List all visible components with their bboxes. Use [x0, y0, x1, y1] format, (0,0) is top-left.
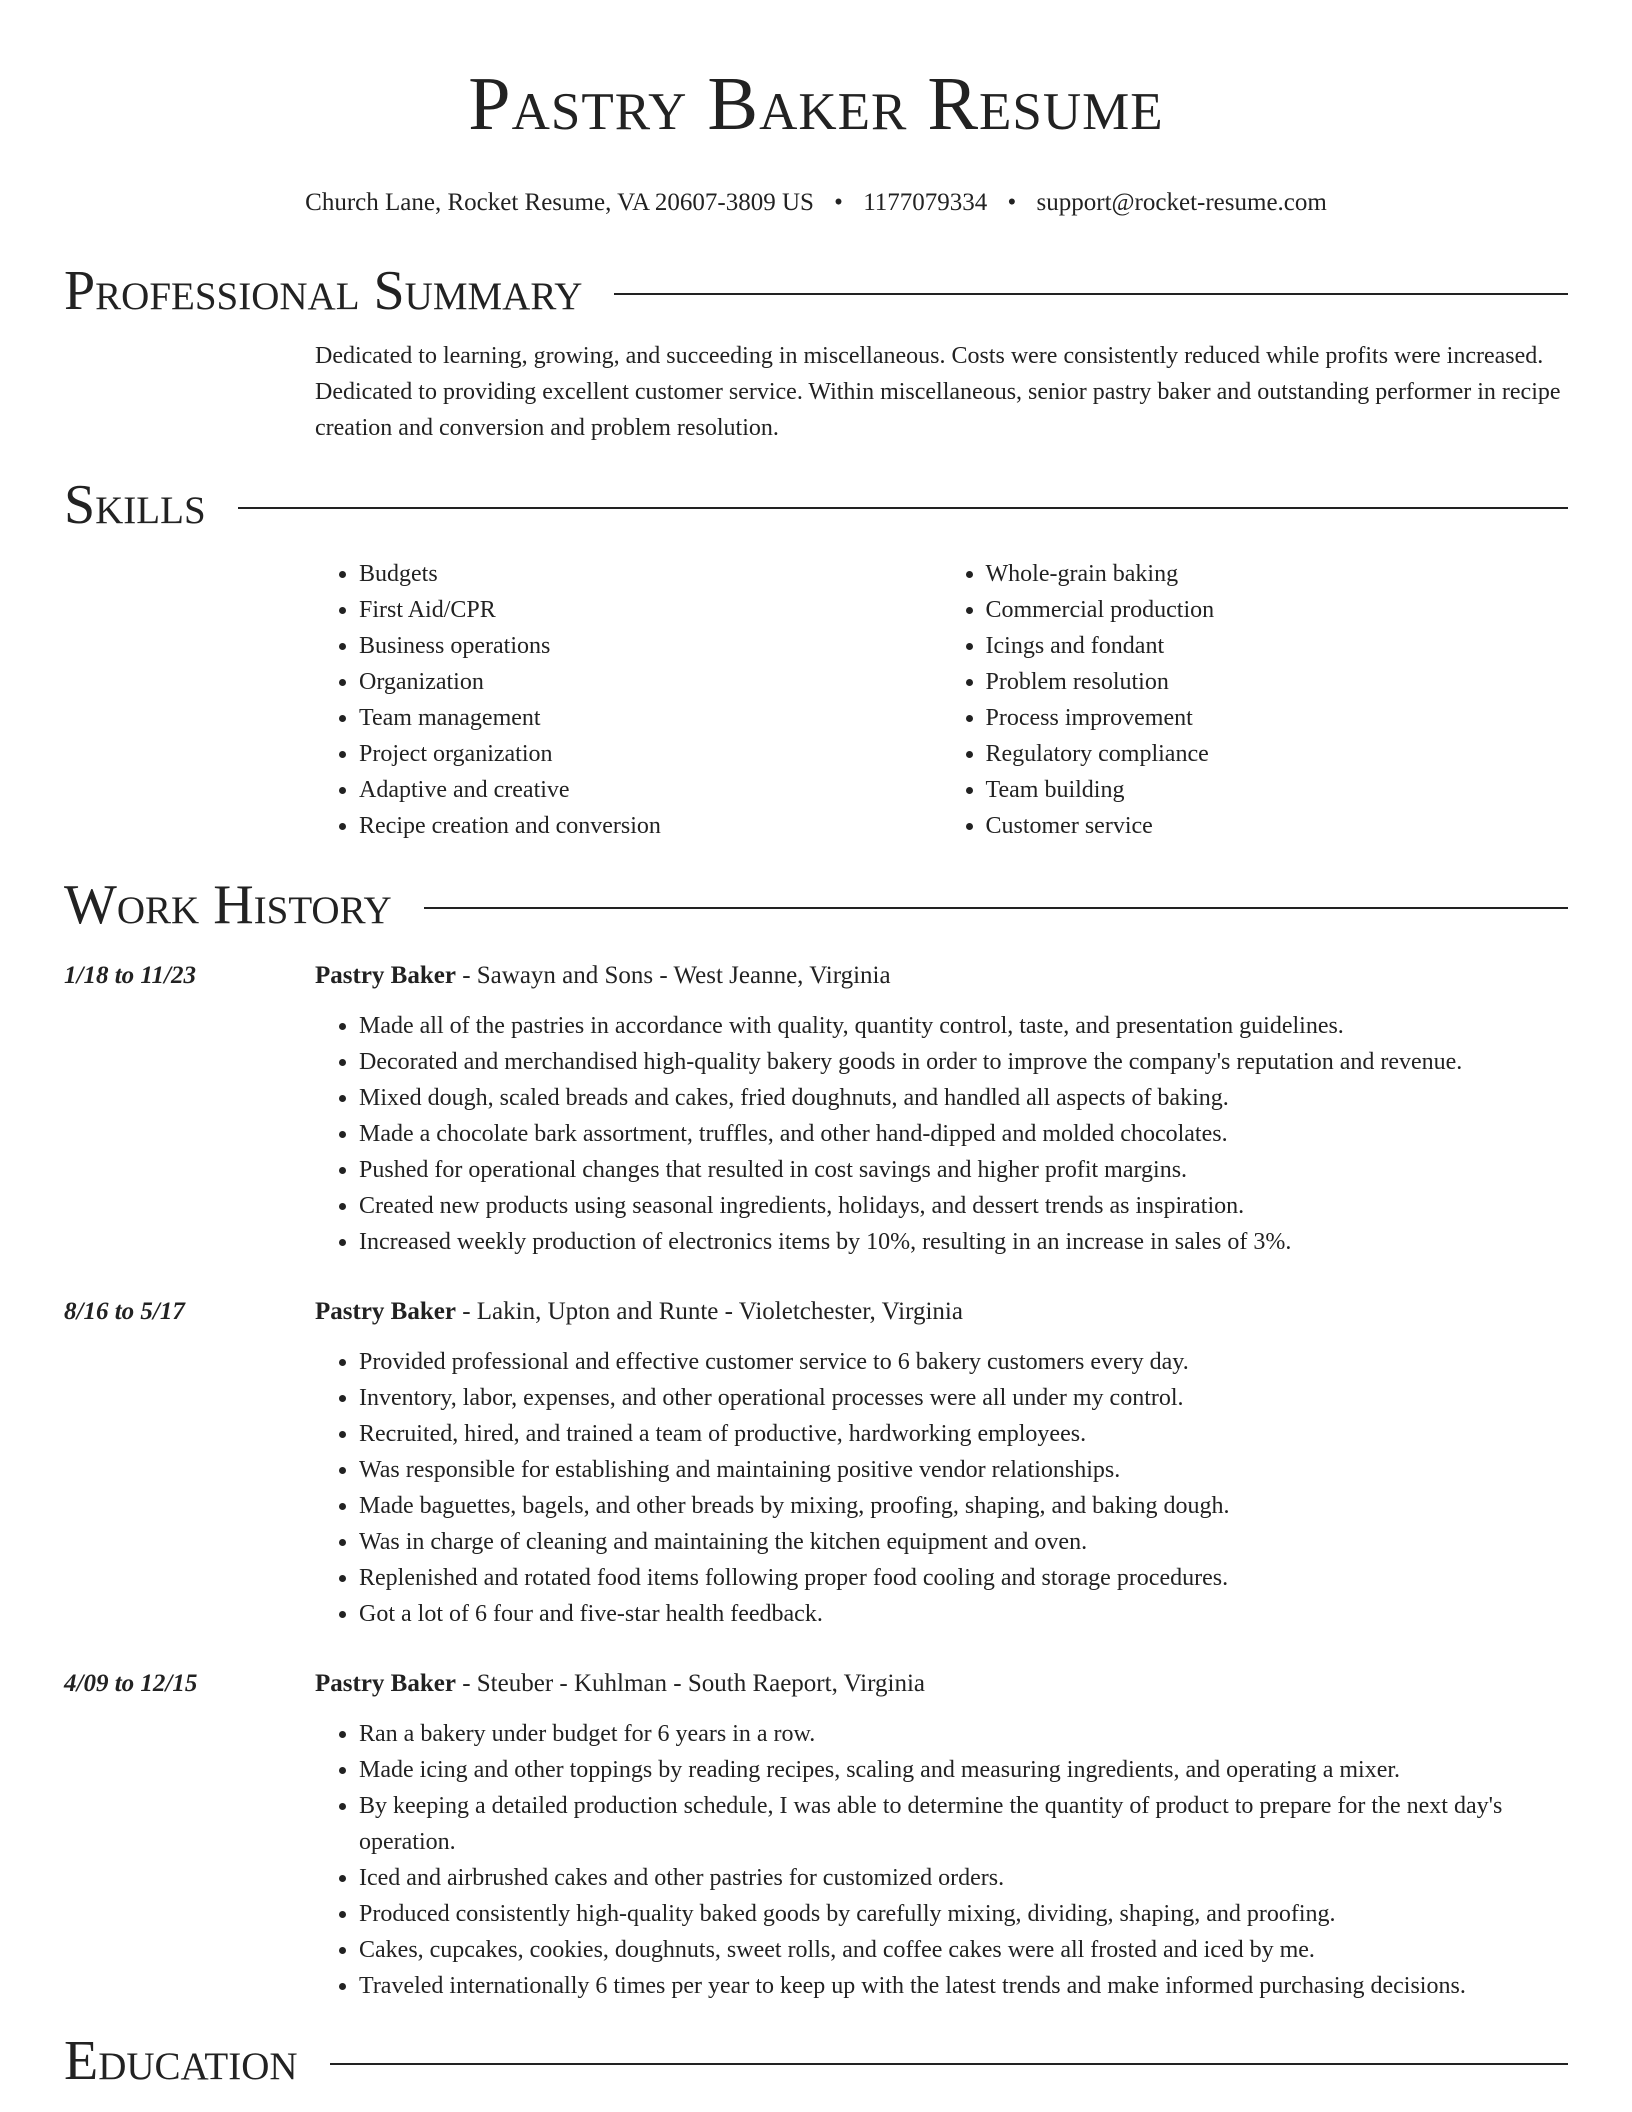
skills-section-header [64, 474, 1568, 536]
skill-item: • Budgets [359, 556, 942, 592]
job-entry [64, 1294, 1568, 1632]
job-bullet: • Made all of the pastries in accordance with quality, quantity control, taste, and presentation guidelines. [359, 1008, 1568, 1044]
job-body [315, 1294, 1568, 1632]
resume-title: Pastry Baker Resume [468, 62, 1164, 146]
job-bullet: • Produced consistently high-quality baked goods by carefully mixing, dividing, shaping, and proofing. [359, 1896, 1568, 1932]
job-dates: 4/09 to 12/15 [64, 1670, 198, 1697]
job-title: Pastry Baker [315, 1298, 456, 1325]
skill-item: • Recipe creation and conversion [359, 808, 942, 844]
job-entry [64, 958, 1568, 1260]
skill-item: • Customer service [986, 808, 1569, 844]
contact-separator: • [1007, 189, 1017, 216]
skill-item: • Problem resolution [986, 664, 1569, 700]
skills-column-left [315, 556, 942, 844]
job-bullet: • Provided professional and effective customer service to 6 bakery customers every day. [359, 1344, 1568, 1380]
contact-phone: 1177079334 [863, 189, 988, 216]
job-bullet: • Made a chocolate bark assortment, truffles, and other hand-dipped and molded chocolates. [359, 1116, 1568, 1152]
job-bullet: • Made icing and other toppings by reading recipes, scaling and measuring ingredients, and operating a mixer. [359, 1752, 1568, 1788]
job-bullet: • Recruited, hired, and trained a team of productive, hardworking employees. [359, 1416, 1568, 1452]
job-details: - Sawayn and Sons - West Jeanne, Virginia [455, 962, 891, 989]
skills-grid [315, 556, 1568, 844]
job-details: - Lakin, Upton and Runte - Violetchester, Virginia [455, 1298, 963, 1325]
job-bullets [315, 1344, 1568, 1632]
job-bullet: • By keeping a detailed production schedule, I was able to determine the quantity of product to prepare for the next day's operation. [359, 1788, 1568, 1860]
summary-section-header [64, 260, 1568, 322]
skill-item: • Process improvement [986, 700, 1569, 736]
skill-item: • Adaptive and creative [359, 772, 942, 808]
job-title: Pastry Baker [315, 1670, 456, 1697]
skills-column-right [942, 556, 1569, 844]
section-divider [330, 2063, 1568, 2065]
job-bullet: • Iced and airbrushed cakes and other pastries for customized orders. [359, 1860, 1568, 1896]
job-heading [315, 1666, 1568, 1702]
contact-address: Church Lane, Rocket Resume, VA 20607-3809 US [305, 189, 814, 216]
skill-item: • Organization [359, 664, 942, 700]
job-bullet: • Ran a bakery under budget for 6 years in a row. [359, 1716, 1568, 1752]
section-divider [424, 907, 1568, 909]
job-dates: 8/16 to 5/17 [64, 1298, 185, 1325]
education-section-header [64, 2030, 1568, 2092]
contact-line [64, 186, 1568, 220]
education-section-title: Education [64, 2030, 298, 2092]
job-bullet: • Mixed dough, scaled breads and cakes, fried doughnuts, and handled all aspects of baking. [359, 1080, 1568, 1116]
skill-item: • Regulatory compliance [986, 736, 1569, 772]
skill-item: • Business operations [359, 628, 942, 664]
work-section-title: Work History [64, 874, 392, 936]
job-body [315, 958, 1568, 1260]
job-body [315, 1666, 1568, 2004]
job-bullet: • Increased weekly production of electronics items by 10%, resulting in an increase in sales of 3%. [359, 1224, 1568, 1260]
work-section-header [64, 874, 1568, 936]
job-bullet: • Got a lot of 6 four and five-star health feedback. [359, 1596, 1568, 1632]
job-bullet: • Replenished and rotated food items following proper food cooling and storage procedures. [359, 1560, 1568, 1596]
job-bullet: • Created new products using seasonal ingredients, holidays, and dessert trends as inspiration. [359, 1188, 1568, 1224]
skill-item: • Icings and fondant [986, 628, 1569, 664]
job-heading [315, 1294, 1568, 1330]
skills-section-title: Skills [64, 474, 206, 536]
job-details: - Steuber - Kuhlman - South Raeport, Virginia [455, 1670, 925, 1697]
contact-email: support@rocket-resume.com [1036, 189, 1327, 216]
job-bullet: • Decorated and merchandised high-quality bakery goods in order to improve the company's reputation and revenue. [359, 1044, 1568, 1080]
skill-item: • Whole-grain baking [986, 556, 1569, 592]
summary-section-title: Professional Summary [64, 260, 583, 322]
section-divider [238, 507, 1568, 509]
skill-item: • Team management [359, 700, 942, 736]
job-bullet: • Inventory, labor, expenses, and other operational processes were all under my control. [359, 1380, 1568, 1416]
job-bullet: • Was responsible for establishing and maintaining positive vendor relationships. [359, 1452, 1568, 1488]
job-bullet: • Made baguettes, bagels, and other breads by mixing, proofing, shaping, and baking dough. [359, 1488, 1568, 1524]
skill-item: • Project organization [359, 736, 942, 772]
job-bullet: • Was in charge of cleaning and maintaining the kitchen equipment and oven. [359, 1524, 1568, 1560]
job-bullet: • Cakes, cupcakes, cookies, doughnuts, sweet rolls, and coffee cakes were all frosted and iced by me. [359, 1932, 1568, 1968]
skill-item: • First Aid/CPR [359, 592, 942, 628]
job-heading [315, 958, 1568, 994]
job-bullets [315, 1716, 1568, 2004]
section-divider [614, 293, 1568, 295]
job-entry [64, 1666, 1568, 2004]
skill-item: • Team building [986, 772, 1569, 808]
skill-item: • Commercial production [986, 592, 1569, 628]
job-title: Pastry Baker [315, 962, 456, 989]
job-bullets [315, 1008, 1568, 1260]
job-dates: 1/18 to 11/23 [64, 962, 196, 989]
summary-text: Dedicated to learning, growing, and succeeding in miscellaneous. Costs were consistently reduced while profits were increased. Dedicated to providing excellent customer service. Within miscellaneous, senior pastry baker and outstanding performer in recipe creation and conversion and problem resolution. [315, 343, 1561, 441]
job-bullet: • Pushed for operational changes that resulted in cost savings and higher profit margins. [359, 1152, 1568, 1188]
contact-separator: • [834, 189, 843, 216]
job-bullet: • Traveled internationally 6 times per year to keep up with the latest trends and make informed purchasing decisions. [359, 1968, 1568, 2004]
